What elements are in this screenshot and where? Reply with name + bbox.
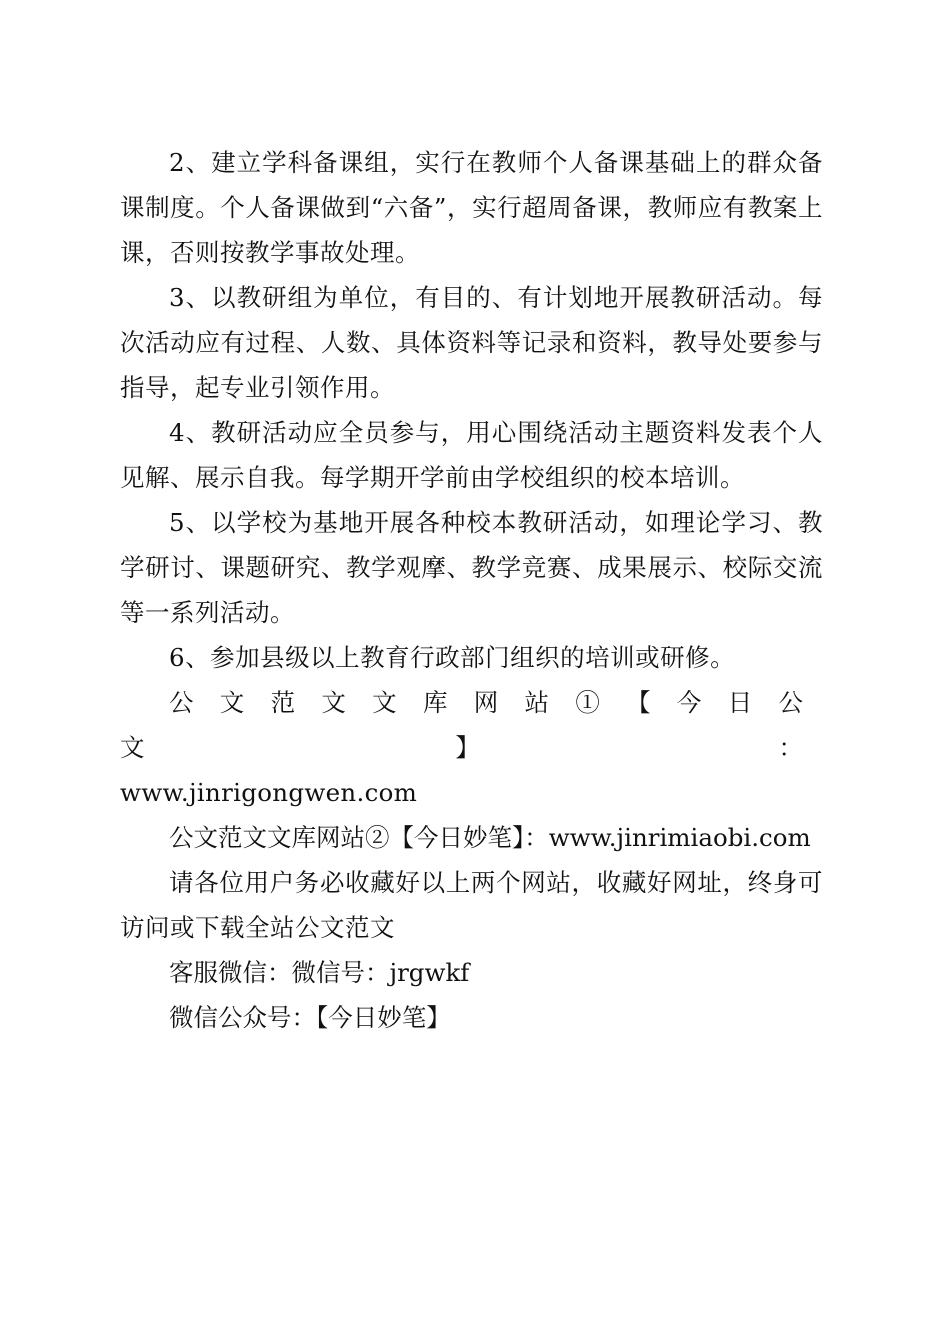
site2-line[interactable]: 公文范文文库网站②【今日妙笔】：www.jinrimiaobi.com (169, 823, 811, 852)
official-account: 微信公众号：【今日妙笔】 (169, 1003, 451, 1032)
reminder-text: 请各位用户务必收藏好以上两个网站，收藏好网址，终身可访问或下载全站公文范文 (120, 868, 823, 942)
document-body (120, 140, 823, 1040)
paragraph-2: 2、建立学科备课组，实行在教师个人备课基础上的群众备课制度。个人备课做到“六备”，实行超周备课，教师应有教案上课，否则按教学事故处理。 (120, 148, 823, 267)
site1-label: 公文范文文库网站①【今日公文】： (120, 688, 823, 762)
paragraph-5: 5、以学校为基地开展各种校本教研活动，如理论学习、教学研讨、课题研究、教学观摩、教学竞赛、成果展示、校际交流等一系列活动。 (120, 508, 823, 627)
paragraph-6: 6、参加县级以上教育行政部门组织的培训或研修。 (169, 643, 736, 672)
customer-service-wechat: 客服微信：微信号：jrgwkf (169, 958, 470, 987)
paragraph-3: 3、以教研组为单位，有目的、有计划地开展教研活动。每次活动应有过程、人数、具体资料等记录和资料，教导处要参与指导，起专业引领作用。 (120, 283, 823, 402)
paragraph-4: 4、教研活动应全员参与，用心围绕活动主题资料发表个人见解、展示自我。每学期开学前由学校组织的校本培训。 (120, 418, 823, 492)
site1-url[interactable]: www.jinrigongwen.com (120, 778, 418, 807)
